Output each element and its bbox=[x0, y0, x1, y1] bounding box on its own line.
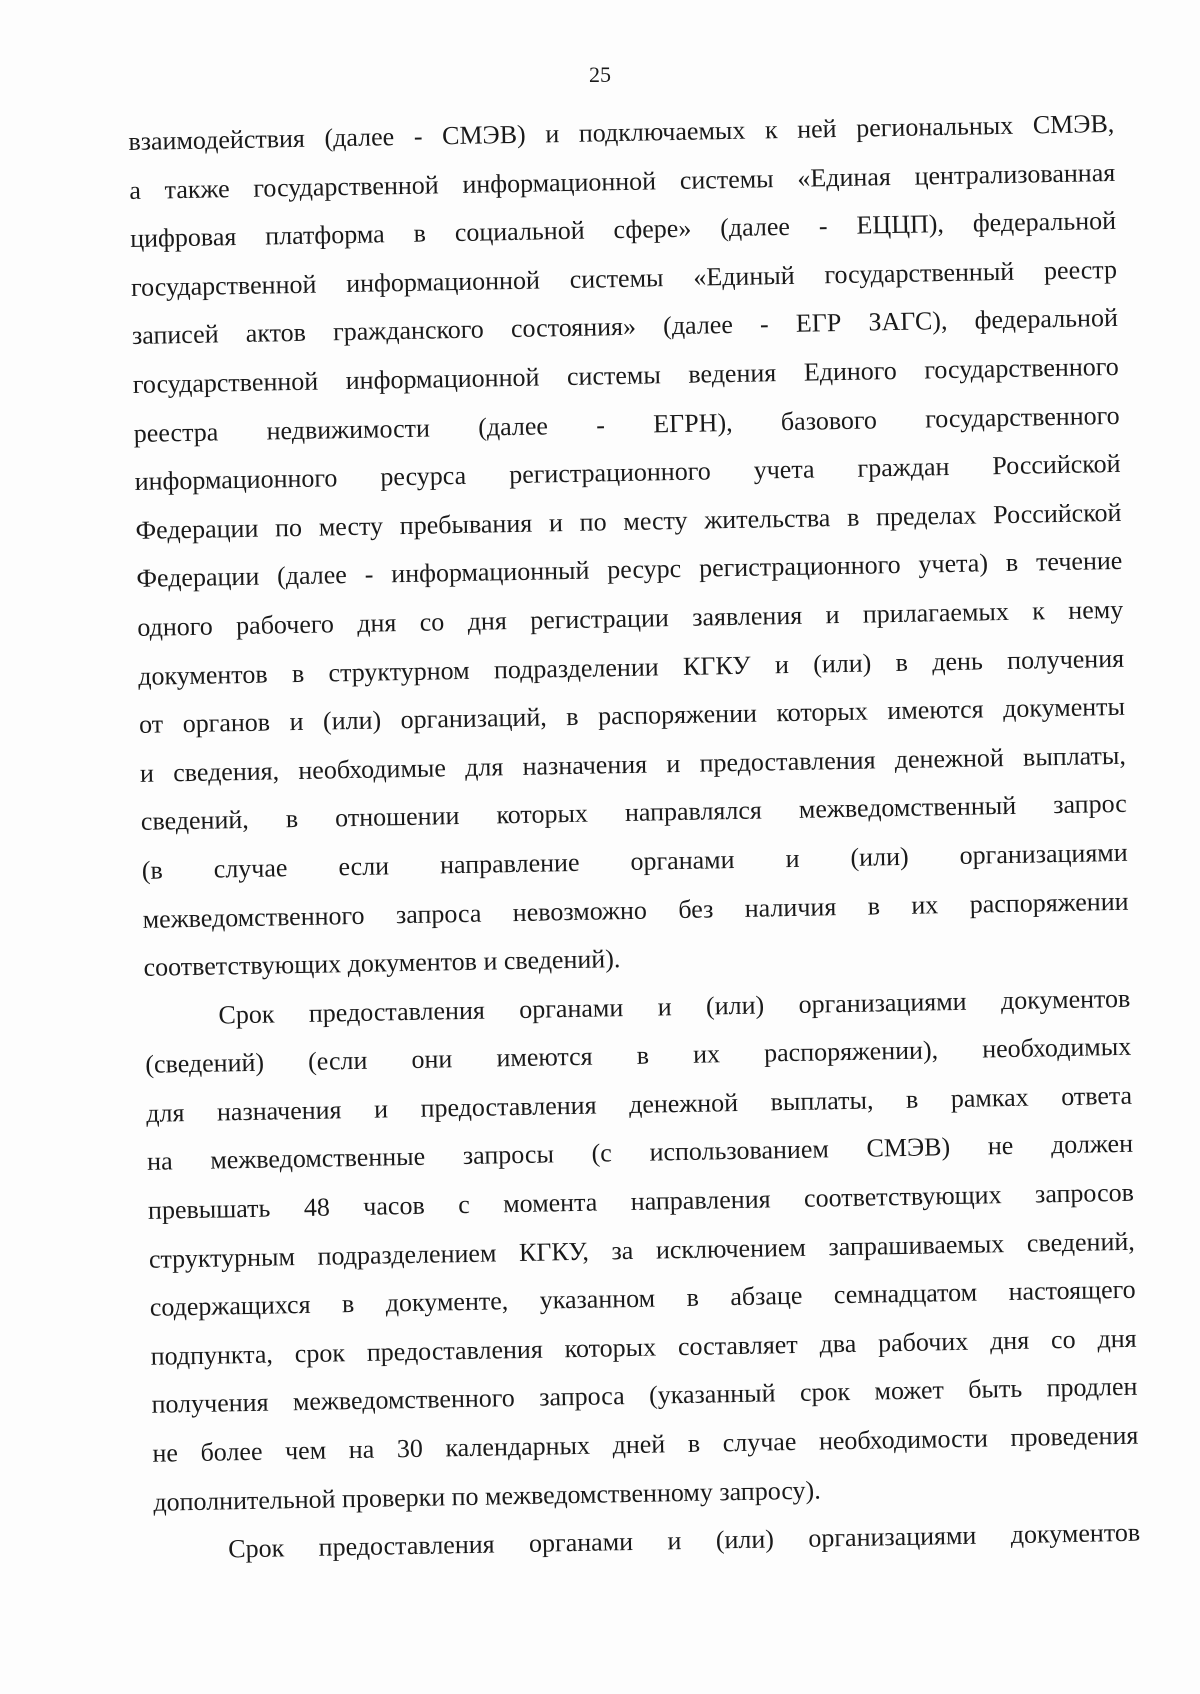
text-line: информационного ресурса регистрационного учета граждан Российской bbox=[134, 449, 1121, 497]
text-line: записей актов гражданского состояния» (далее - ЕГР ЗАГС), федеральной bbox=[131, 303, 1119, 351]
text-line: (в случае если направление органами и (или) организациями bbox=[141, 837, 1128, 885]
body-text bbox=[128, 100, 1141, 1576]
text-line: содержащихся в документе, указанном в абзаце семнадцатом настоящего bbox=[149, 1274, 1136, 1323]
page-number: 25 bbox=[589, 62, 611, 87]
text-line: для назначения и предоставления денежной выплаты, в рамках ответа bbox=[145, 1080, 1133, 1128]
text-line: реестра недвижимости (далее - ЕГРН), базового государственного bbox=[133, 400, 1120, 448]
text-line: а также государственной информационной системы «Единая централизованная bbox=[129, 157, 1116, 205]
text-line: сведений, в отношении которых направлялся межведомственный запрос bbox=[140, 789, 1127, 837]
text-line: межведомственного запроса невозможно без наличия в их распоряжении bbox=[142, 886, 1129, 934]
text-line: Федерации по месту пребывания и по месту жительства в пределах Российской bbox=[135, 497, 1122, 545]
text-line: соответствующих документов и сведений). bbox=[143, 944, 621, 982]
text-line: документов в структурном подразделении КГКУ и (или) в день получения bbox=[137, 643, 1125, 691]
text-line: дополнительной проверки по межведомственному запросу). bbox=[153, 1475, 821, 1517]
text-line: на межведомственные запросы (с использованием СМЭВ) не должен bbox=[146, 1129, 1134, 1177]
text-line: и сведения, необходимые для назначения и предоставления денежной выплаты, bbox=[139, 740, 1127, 788]
text-line: Федерации (далее - информационный ресурс регистрационного учета) в течение bbox=[136, 546, 1123, 594]
text-line: подпункта, срок предоставления которых составляет два рабочих дня со дня bbox=[150, 1323, 1137, 1371]
text-line: цифровая платформа в социальной сфере» (далее - ЕЦЦП), федеральной bbox=[129, 206, 1117, 254]
text-line: от органов и (или) организаций, в распоряжении которых имеются документы bbox=[138, 691, 1126, 740]
text-line: одного рабочего дня со дня регистрации заявления и прилагаемых к нему bbox=[137, 594, 1124, 642]
text-line: Срок предоставления органами и (или) организациями документов bbox=[218, 983, 1131, 1030]
text-line: превышать 48 часов с момента направления соответствующих запросов bbox=[147, 1177, 1135, 1225]
text-line: государственной информационной системы «Единый государственный реестр bbox=[130, 254, 1118, 302]
text-line: государственной информационной системы ведения Единого государственного bbox=[132, 351, 1119, 399]
text-line: получения межведомственного запроса (указанный срок может быть продлен bbox=[151, 1372, 1138, 1420]
text-line: (сведений) (если они имеются в их распоряжении), необходимых bbox=[145, 1032, 1132, 1080]
text-line: Срок предоставления органами и (или) организациями документов bbox=[227, 1517, 1141, 1564]
text-line: взаимодействия (далее - СМЭВ) и подключаемых к ней региональных СМЭВ, bbox=[128, 108, 1115, 156]
text-line: структурным подразделением КГКУ, за исключением запрашиваемых сведений, bbox=[148, 1226, 1136, 1274]
text-line: не более чем на 30 календарных дней в случае необходимости проведения bbox=[152, 1420, 1139, 1468]
